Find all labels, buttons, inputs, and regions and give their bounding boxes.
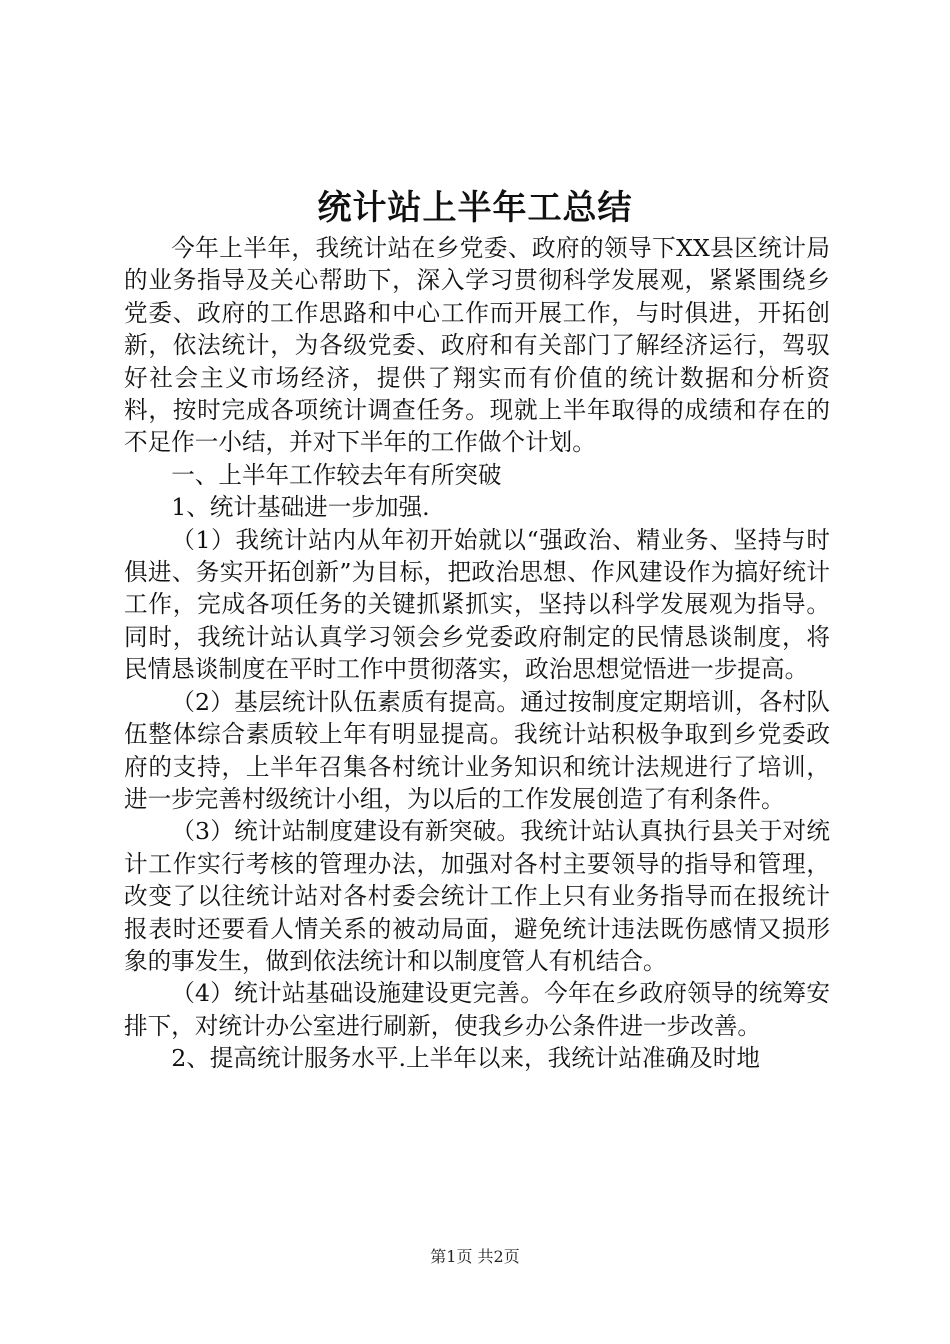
section-heading-1: 一、上半年工作较去年有所突破 xyxy=(171,460,502,489)
subsection-heading-1: 1、统计基础进一步加强. xyxy=(171,493,430,522)
page-number-footer: 第1页 共2页 xyxy=(430,1247,520,1266)
paragraph-item-4: （4）统计站基础设施建设更完善。今年在乡政府领导的统筹安排下，对统计办公室进行刷新，使我乡办公条件进一步改善。 xyxy=(124,979,830,1040)
document-body xyxy=(124,232,830,1075)
paragraph-item-3: （3）统计站制度建设有新突破。我统计站认真执行县关于对统计工作实行考核的管理办法，加强对各村主要领导的指导和管理，改变了以往统计站对各村委会统计工作上只有业务指导而在报统计报表时还要看人情关系的被动局面，避免统计违法既伤感情又损形象的事发生，做到依法统计和以制度管人有机结合。 xyxy=(124,817,830,975)
paragraph-item-2: （2）基层统计队伍素质有提高。通过按制度定期培训，各村队伍整体综合素质较上年有明显提高。我统计站积极争取到乡党委政府的支持，上半年召集各村统计业务知识和统计法规进行了培训，进一步完善村级统计小组，为以后的工作发展创造了有利条件。 xyxy=(124,687,830,813)
paragraph-intro: 今年上半年，我统计站在乡党委、政府的领导下XX县区统计局的业务指导及关心帮助下，深入学习贯彻科学发展观，紧紧围绕乡党委、政府的工作思路和中心工作而开展工作，与时俱进，开拓创新，依法统计，为各级党委、政府和有关部门了解经济运行，驾驭好社会主义市场经济，提供了翔实而有价值的统计数据和分析资料，按时完成各项统计调查任务。现就上半年取得的成绩和存在的不足作一小结，并对下半年的工作做个计划。 xyxy=(124,234,830,457)
paragraph-service: 2、提高统计服务水平.上半年以来，我统计站准确及时地 xyxy=(171,1044,760,1073)
paragraph-item-1: （1）我统计站内从年初开始就以“强政治、精业务、坚持与时俱进、务实开拓创新”为目标，把政治思想、作风建设作为搞好统计工作，完成各项任务的关键抓紧抓实，坚持以科学发展观为指导。同时，我统计站认真学习领会乡党委政府制定的民情恳谈制度，将民情恳谈制度在平时工作中贯彻落实，政治思想觉悟进一步提高。 xyxy=(124,525,830,684)
document-title: 统计站上半年工总结 xyxy=(317,188,633,228)
